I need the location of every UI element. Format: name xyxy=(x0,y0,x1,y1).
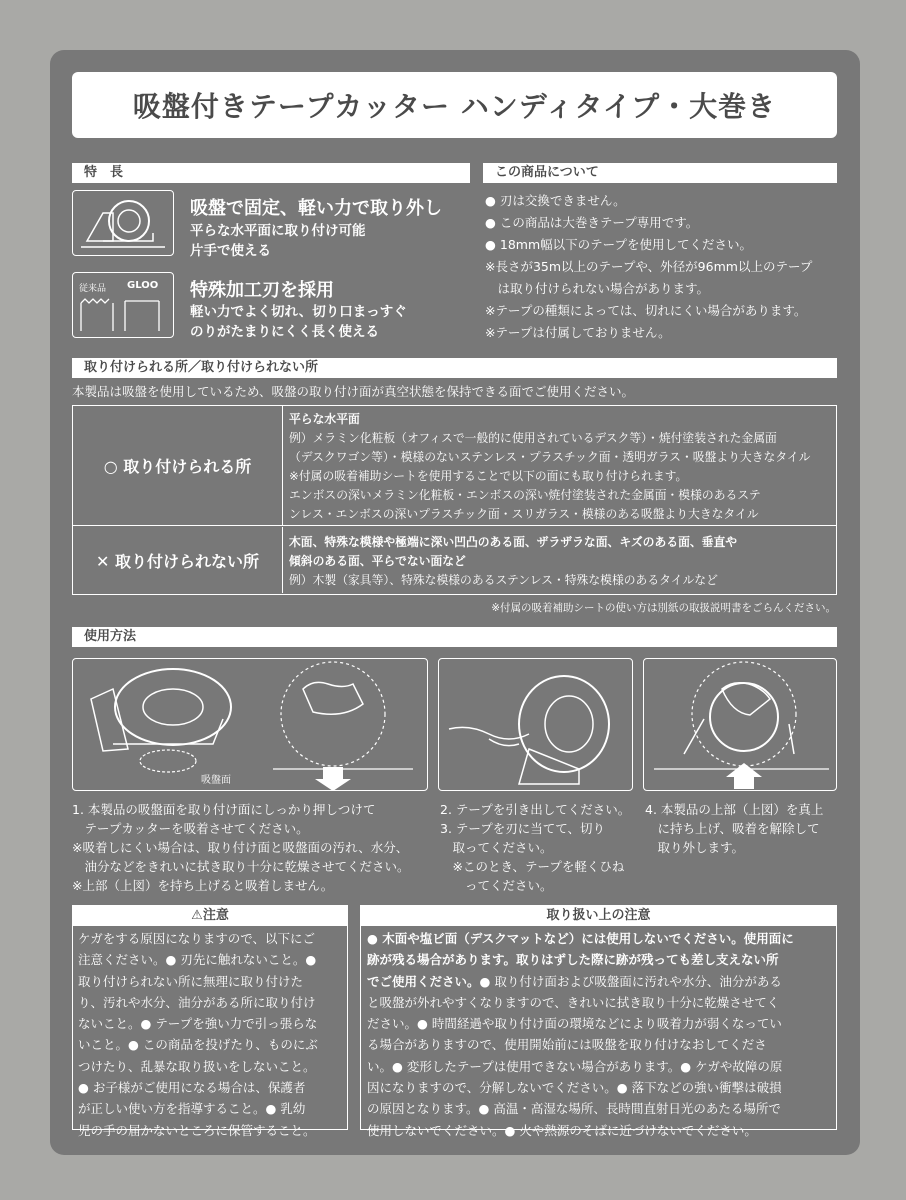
blade-label-old: 従来品 xyxy=(79,284,107,294)
usage-step1-line: テープカッターを吸着させてください。 xyxy=(72,821,309,836)
usage-illustration-1 xyxy=(72,658,428,791)
usage-step2-line: 3. テープを刃に当てて、切り xyxy=(440,821,606,836)
dispenser-icon xyxy=(72,190,174,256)
usage-step2-line: ※このとき、テープを軽くひね xyxy=(440,859,625,874)
handling-line: と吸盤が外れやすくなりますので、きれいに拭き取り十分に乾燥させてく xyxy=(367,994,780,1010)
caution-line: ないこと。● テープを強い力で引っ張らな xyxy=(78,1016,318,1032)
caution-line: 児の手の届かないところに保管すること。 xyxy=(78,1122,316,1138)
usage-step1-line: ※吸着しにくい場合は、取り付け面と吸盤面の汚れ、水分、 xyxy=(72,840,409,855)
handling-line: ださい。● 時間経過や取り付け面の環境などにより吸着力が弱くなってい xyxy=(367,1016,782,1032)
mount-ok-label: ○ 取り付けられる所 xyxy=(73,406,283,525)
usage-illustration-3 xyxy=(643,658,837,791)
handling-line: 因になりますので、分解しないでください。● 落下などの強い衝撃は破損 xyxy=(367,1080,782,1096)
caution-line: つけたり、乱暴な取り扱いをしないこと。 xyxy=(78,1058,316,1074)
blade-label-gloo: GLOO xyxy=(127,280,159,291)
usage-step1 xyxy=(72,800,410,895)
handling-heading: 取り扱い上の注意 xyxy=(361,906,836,926)
usage-step1-line: 1. 本製品の吸盤面を取り付け面にしっかり押しつけて xyxy=(72,802,376,817)
usage-step4-line: 取り外します。 xyxy=(645,840,745,855)
feature1-line2: 片手で使える xyxy=(190,243,271,259)
usage-step4-line: 4. 本製品の上部（上図）を真上 xyxy=(645,802,824,817)
mount-ok-line: 平らな水平面 xyxy=(289,412,360,426)
caution-line: 取り付けられない所に無理に取り付けた xyxy=(78,973,304,989)
caution-line: ● お子様がご使用になる場合は、保護者 xyxy=(78,1080,306,1096)
mount-ok-line: ※付属の吸着補助シートを使用することで以下の面にも取り付けられます。 xyxy=(289,469,688,483)
about-line: ● 18mm幅以下のテープを使用してください。 xyxy=(485,237,753,252)
mount-intro: 本製品は吸盤を使用しているため、吸盤の取り付け面が真空状態を保持できる面でご使用ください。 xyxy=(72,384,635,399)
about-line: ※テープの種類によっては、切れにくい場合があります。 xyxy=(485,303,807,318)
blade-comparison-icon xyxy=(72,272,174,338)
about-line: ※長さが35m以上のテープや、外径が96mm以上のテープ xyxy=(485,259,813,274)
usage-step2-line: 取ってください。 xyxy=(440,840,553,855)
mount-table xyxy=(72,405,837,595)
about-line: ● 刃は交換できません。 xyxy=(485,193,626,208)
usage-illustration-2 xyxy=(438,658,633,791)
mount-ok-line: （デスクワゴン等）・模様のないステンレス・プラスチック面・透明ガラス・吸盤より大きなタイル xyxy=(289,450,811,464)
caution-line: が正しい使い方を指導すること。● 乳幼 xyxy=(78,1101,306,1117)
handling-bold-span: でご使用ください。 xyxy=(367,973,480,989)
handling-span: ● 取り付け面および吸盤面に汚れや水分、油分がある xyxy=(479,973,782,989)
about-line: ※テープは付属しておりません。 xyxy=(485,325,671,340)
handling-line: 使用しないでください。● 火や熱源のそばに近づけないでください。 xyxy=(367,1122,757,1138)
feature2-line1: 軽い力でよく切れ、切り口まっすぐ xyxy=(190,304,407,320)
mount-ng-details xyxy=(289,533,830,590)
usage-heading: 使用方法 xyxy=(72,627,837,647)
mount-ng-row xyxy=(73,527,836,593)
mount-ok-line: ンレス・エンボスの深いプラスチック面・スリガラス・模様のある吸盤より大きなタイル xyxy=(289,507,759,521)
mount-ok-line: エンボスの深いメラミン化粧板・エンボスの深い焼付塗装された金属面・模様のあるステ xyxy=(289,488,761,502)
mount-ok-row xyxy=(73,406,836,526)
mount-ng-label: ✕ 取り付けられない所 xyxy=(73,527,283,593)
usage-step4 xyxy=(645,800,823,857)
feature1-title: 吸盤で固定、軽い力で取り外し xyxy=(190,198,442,219)
about-line: ● この商品は大巻きテープ専用です。 xyxy=(485,215,699,230)
feature2-title: 特殊加工刃を採用 xyxy=(190,280,334,301)
caution-heading: ⚠注意 xyxy=(73,906,347,926)
usage-step2-line: ってください。 xyxy=(440,878,553,893)
usage-step2 xyxy=(440,800,630,895)
page-title: 吸盤付きテープカッター ハンディタイプ・大巻き xyxy=(72,72,837,138)
handling-body xyxy=(367,928,794,1141)
mount-ng-line: 例）木製（家具等）、特殊な模様のあるステンレス・特殊な模様のあるタイルなど xyxy=(289,573,718,587)
about-heading: この商品について xyxy=(483,163,837,183)
usage-step2-line: 2. テープを引き出してください。 xyxy=(440,802,631,817)
handling-line: ● 木面や塩ビ面（デスクマットなど）には使用しないでください。使用面に xyxy=(367,931,794,946)
about-line: は取り付けられない場合があります。 xyxy=(485,281,710,296)
mount-note: ※付属の吸着補助シートの使い方は別紙の取扱説明書をごらんください。 xyxy=(491,602,836,614)
usage-step1-line: 油分などをきれいに拭き取り十分に乾燥させてください。 xyxy=(72,859,410,874)
suction-surface-label: 吸盤面 xyxy=(201,775,231,786)
mount-ok-line: 例）メラミン化粧板（オフィスで一般的に使用されているデスク等）・焼付塗装された金属面 xyxy=(289,431,777,445)
caution-line: り、汚れや水分、油分がある所に取り付け xyxy=(78,994,316,1010)
mount-heading: 取り付けられる所／取り付けられない所 xyxy=(72,358,837,378)
handling-line xyxy=(367,971,794,992)
mount-ng-line: 傾斜のある面、平らでない面など xyxy=(289,554,466,568)
usage-step1-line: ※上部（上図）を持ち上げると吸着しません。 xyxy=(72,878,334,893)
caution-body xyxy=(78,928,318,1141)
caution-line: ケガをする原因になりますので、以下にご xyxy=(78,931,316,946)
usage-step4-line: に持ち上げ、吸着を解除して xyxy=(645,821,820,836)
caution-line: 注意ください。● 刃先に触れないこと。● xyxy=(78,952,317,968)
features-heading: 特 長 xyxy=(72,163,470,183)
mount-ng-line: 木面、特殊な模様や極端に深い凹凸のある面、ザラザラな面、キズのある面、垂直や xyxy=(289,535,738,549)
handling-line: い。● 変形したテープは使用できない場合があります。● ケガや故障の原 xyxy=(367,1058,783,1074)
handling-line: る場合がありますので、使用開始前には吸盤を取り付けなおしてくださ xyxy=(367,1037,767,1053)
mount-ok-details xyxy=(289,410,830,524)
caution-line: いこと。● この商品を投げたり、ものにぶ xyxy=(78,1037,318,1053)
feature1-line1: 平らな水平面に取り付け可能 xyxy=(190,223,366,239)
handling-line: の原因となります。● 高温・高湿な場所、長時間直射日光のあたる場所で xyxy=(367,1101,781,1117)
handling-line: 跡が残る場合があります。取りはずした際に跡が残っても差し支えない所 xyxy=(367,952,779,968)
feature2-line2: のりがたまりにくく長く使える xyxy=(190,324,379,340)
